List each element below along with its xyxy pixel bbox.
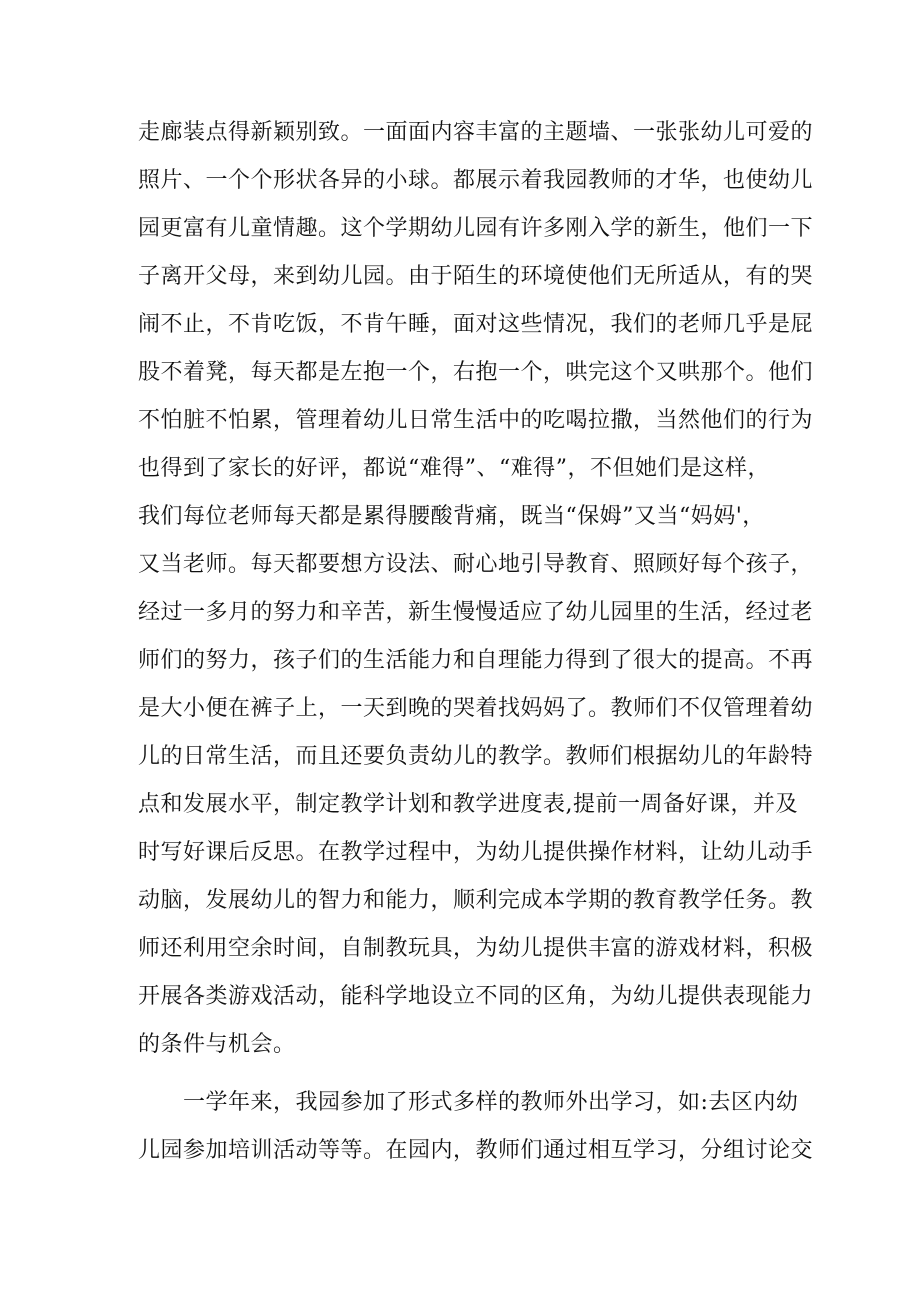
text-line: 师还利用空余时间，自制教玩具，为幼儿提供丰富的游戏材料，积极 <box>138 936 814 961</box>
text-line: 又当老师。每天都要想方设法、耐心地引导教育、照顾好每个孩子， <box>138 552 814 577</box>
text-line: 一学年来，我园参加了形式多样的教师外出学习，如:去区内幼 <box>138 1090 799 1115</box>
text-line: 儿的日常生活，而且还要负责幼儿的教学。教师们根据幼儿的年龄特 <box>138 744 814 769</box>
text-line: 股不着凳，每天都是左抱一个，右抱一个，哄完这个又哄那个。他们 <box>138 360 814 385</box>
text-line: 师们的努力，孩子们的生活能力和自理能力得到了很大的提高。不再 <box>138 648 814 673</box>
body-text <box>138 109 814 1175</box>
text-line: 不怕脏不怕累，管理着幼儿日常生活中的吃喝拉撒，当然他们的行为 <box>138 408 814 433</box>
text-line: 的条件与机会。 <box>138 1032 296 1057</box>
text-line: 走廊装点得新颖别致。一面面内容丰富的主题墙、一张张幼儿可爱的 <box>138 120 814 145</box>
text-line: 也得到了家长的好评，都说“难得”、“难得”，不但她们是这样， <box>138 456 770 481</box>
text-line: 经过一多月的努力和辛苦，新生慢慢适应了幼儿园里的生活，经过老 <box>138 600 814 625</box>
text-line: 照片、一个个形状各异的小球。都展示着我园教师的才华，也使幼儿 <box>138 168 814 193</box>
text-line: 儿园参加培训活动等等。在园内，教师们通过相互学习，分组讨论交 <box>138 1138 814 1163</box>
text-line: 闹不止，不肯吃饭，不肯午睡，面对这些情况，我们的老师几乎是屁 <box>138 312 814 337</box>
text-line: 我们每位老师每天都是累得腰酸背痛，既当“保姆”又当“妈妈'， <box>138 504 765 529</box>
text-line: 开展各类游戏活动，能科学地设立不同的区角，为幼儿提供表现能力 <box>138 984 814 1009</box>
text-line: 子离开父母，来到幼儿园。由于陌生的环境使他们无所适从，有的哭 <box>138 264 814 289</box>
text-line: 点和发展水平，制定教学计划和教学进度表,提前一周备好课，并及 <box>138 792 798 817</box>
text-line: 是大小便在裤子上，一天到晚的哭着找妈妈了。教师们不仅管理着幼 <box>138 696 814 721</box>
text-line: 动脑，发展幼儿的智力和能力，顺利完成本学期的教育教学任务。教 <box>138 888 814 913</box>
text-line: 时写好课后反思。在教学过程中，为幼儿提供操作材料，让幼儿动手 <box>138 840 814 865</box>
text-line: 园更富有儿童情趣。这个学期幼儿园有许多刚入学的新生，他们一下 <box>138 216 814 241</box>
